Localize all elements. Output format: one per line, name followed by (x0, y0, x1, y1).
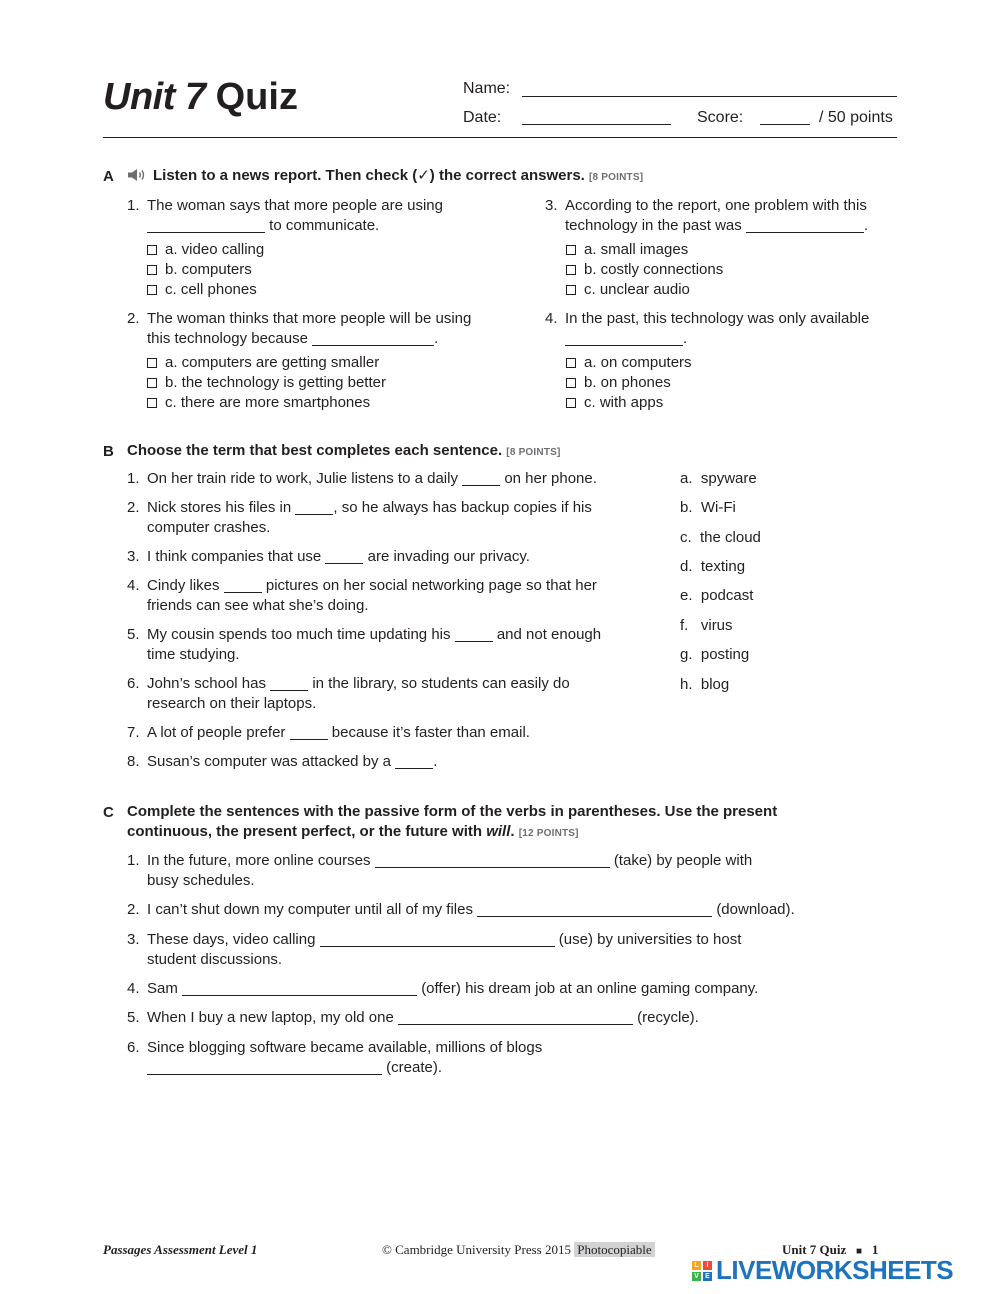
question-a2: 2. The woman thinks that more people will be using this technology because . (127, 310, 472, 347)
checkbox[interactable] (147, 378, 157, 388)
section-c-letter: C (103, 804, 114, 821)
checkbox[interactable] (566, 398, 576, 408)
section-b-points: [8 POINTS] (506, 447, 561, 458)
option-a2-b[interactable]: b. the technology is getting better (147, 373, 386, 393)
option-a3-b[interactable]: b. costly connections (566, 260, 723, 280)
question-c2: 2. I can’t shut down my computer until all of my files (download). (127, 901, 795, 918)
option-a2-a[interactable]: a. computers are getting smaller (147, 353, 379, 373)
question-c1: 1. In the future, more online courses (take) by people with busy schedules. (127, 852, 753, 889)
answer-blank[interactable] (270, 676, 308, 691)
checkbox[interactable] (566, 285, 576, 295)
question-b6: 6. John’s school has in the library, so students can easily do research on their laptops. (127, 675, 570, 712)
option-a1-a[interactable]: a. video calling (147, 240, 264, 260)
logo-grid-icon: L I V E (692, 1261, 712, 1281)
question-b4: 4. Cindy likes pictures on her social networking page so that her friends can see what she’s doing. (127, 577, 597, 614)
section-b-letter: B (103, 443, 114, 460)
header-rule (103, 137, 897, 138)
option-a4-b[interactable]: b. on phones (566, 373, 671, 393)
checkbox[interactable] (147, 285, 157, 295)
footer-copyright: © Cambridge University Press 2015 Photocopiable (382, 1242, 655, 1258)
option-a4-a[interactable]: a. on computers (566, 353, 692, 373)
term-option: b. Wi-Fi (680, 499, 736, 516)
checkbox[interactable] (147, 245, 157, 255)
section-a-points: [8 POINTS] (589, 172, 644, 183)
speaker-icon[interactable] (127, 168, 147, 188)
answer-blank[interactable] (375, 853, 610, 868)
checkbox[interactable] (566, 245, 576, 255)
question-a1: 1. The woman says that more people are using to communicate. (127, 197, 443, 234)
question-b1: 1. On her train ride to work, Julie listens to a daily on her phone. (127, 470, 597, 487)
name-field[interactable] (522, 96, 897, 97)
question-c6: 6. Since blogging software became available, millions of blogs (create). (127, 1039, 543, 1076)
answer-blank[interactable] (477, 902, 712, 917)
question-b2: 2. Nick stores his files in , so he always has backup copies if his computer crashes. (127, 499, 592, 536)
section-c-points: [12 POINTS] (518, 828, 579, 839)
footer-page-info: Unit 7 Quiz ■ 1 (782, 1242, 879, 1257)
section-c-instruction: Complete the sentences with the passive form of the verbs in parentheses. Use the present continuous, the present perfect, or the future with will. [12 POINTS] (127, 803, 778, 840)
answer-blank[interactable] (224, 578, 262, 593)
term-option: g. posting (680, 646, 750, 663)
answer-blank[interactable] (182, 981, 417, 996)
term-option: a. spyware (680, 470, 757, 487)
question-c3: 3. These days, video calling (use) by universities to host student discussions. (127, 931, 742, 968)
page-title: Unit 7 Quiz (103, 76, 298, 118)
answer-blank[interactable] (462, 471, 500, 486)
answer-blank[interactable] (147, 218, 265, 233)
date-field[interactable] (522, 124, 671, 125)
checkbox[interactable] (147, 265, 157, 275)
question-b3: 3. I think companies that use are invading our privacy. (127, 548, 530, 565)
checkbox[interactable] (566, 378, 576, 388)
answer-blank[interactable] (325, 549, 363, 564)
section-a-letter: A (103, 168, 114, 185)
answer-blank[interactable] (395, 754, 433, 769)
question-c4: 4. Sam (offer) his dream job at an online gaming company. (127, 980, 759, 997)
question-b8: 8. Susan’s computer was attacked by a . (127, 753, 438, 770)
checkbox[interactable] (147, 398, 157, 408)
score-field[interactable] (760, 124, 810, 125)
date-label: Date: (463, 109, 502, 126)
score-total: / 50 points (819, 109, 893, 126)
option-a1-b[interactable]: b. computers (147, 260, 252, 280)
term-option: d. texting (680, 558, 746, 575)
checkbox[interactable] (147, 358, 157, 368)
term-option: h. blog (680, 676, 730, 693)
question-c5: 5. When I buy a new laptop, my old one (recycle). (127, 1009, 699, 1026)
option-a1-c[interactable]: c. cell phones (147, 280, 257, 300)
option-a3-c[interactable]: c. unclear audio (566, 280, 690, 300)
option-a2-c[interactable]: c. there are more smartphones (147, 393, 370, 413)
footer-book-title: Passages Assessment Level 1 (103, 1242, 258, 1257)
section-b-instruction: Choose the term that best completes each sentence. [8 POINTS] (127, 442, 561, 459)
checkbox[interactable] (566, 358, 576, 368)
section-a-instruction: Listen to a news report. Then check (✓) the correct answers. [8 POINTS] (127, 166, 643, 188)
score-label: Score: (697, 109, 744, 126)
photocopiable-badge: Photocopiable (574, 1242, 654, 1257)
answer-blank[interactable] (290, 725, 328, 740)
term-option: e. podcast (680, 587, 754, 604)
question-b7: 7. A lot of people prefer because it’s faster than email. (127, 724, 530, 741)
question-a4: 4. In the past, this technology was only available . (545, 310, 870, 347)
answer-blank[interactable] (565, 331, 683, 346)
term-option: c. the cloud (680, 529, 761, 546)
option-a3-a[interactable]: a. small images (566, 240, 688, 260)
answer-blank[interactable] (746, 218, 864, 233)
option-a4-c[interactable]: c. with apps (566, 393, 663, 413)
checkbox[interactable] (566, 265, 576, 275)
answer-blank[interactable] (398, 1010, 633, 1025)
term-option: f. virus (680, 617, 733, 634)
question-a3: 3. According to the report, one problem with this technology in the past was . (545, 197, 869, 234)
question-b5: 5. My cousin spends too much time updating his and not enough time studying. (127, 626, 602, 663)
answer-blank[interactable] (455, 627, 493, 642)
answer-blank[interactable] (312, 331, 434, 346)
name-label: Name: (463, 80, 511, 97)
answer-blank[interactable] (295, 500, 333, 515)
answer-blank[interactable] (147, 1060, 382, 1075)
answer-blank[interactable] (320, 932, 555, 947)
liveworksheets-logo: L I V E LIVEWORKSHEETS (692, 1255, 953, 1286)
